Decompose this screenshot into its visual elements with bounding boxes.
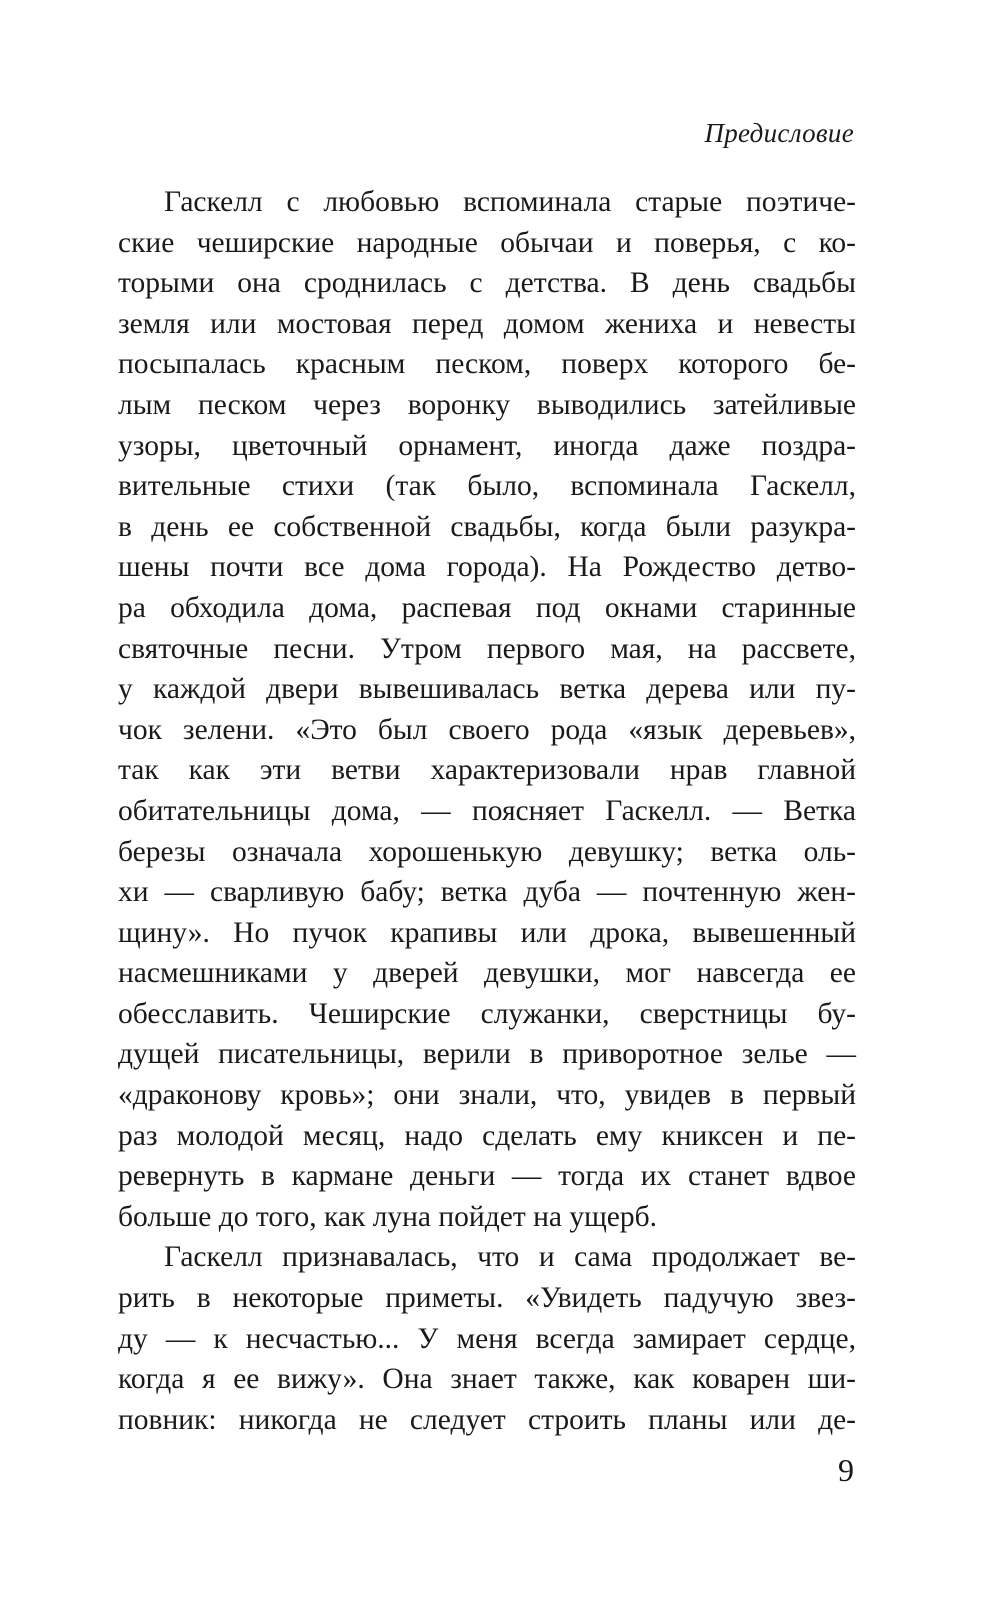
text-line: дущей писательницы, верили в приворотное зелье — bbox=[118, 1038, 856, 1071]
text-line: земля или мостовая перед домом жениха и невесты bbox=[118, 307, 856, 340]
text-line: раз молодой месяц, надо сделать ему книксен и пе- bbox=[118, 1119, 856, 1152]
text-line: так как эти ветви характеризовали нрав главной bbox=[118, 754, 856, 787]
text-line: вительные стихи (так было, вспоминала Гаскелл, bbox=[118, 470, 856, 503]
text-line: больше до того, как луна пойдет на ущерб. bbox=[118, 1200, 658, 1233]
text-line: святочные песни. Утром первого мая, на рассвете, bbox=[118, 632, 856, 665]
text-line: ра обходила дома, распевая под окнами старинные bbox=[118, 591, 856, 624]
text-line: обитательницы дома, — поясняет Гаскелл. — Ветка bbox=[118, 794, 856, 827]
text-line: чок зелени. «Это был своего рода «язык деревьев», bbox=[118, 713, 856, 746]
text-line: ду — к несчастью... У меня всегда замирает сердце, bbox=[118, 1322, 856, 1355]
text-line: Гаскелл с любовью вспоминала старые поэтиче- bbox=[164, 186, 856, 218]
text-line: ревернуть в кармане деньги — тогда их станет вдвое bbox=[118, 1160, 856, 1193]
text-line: торыми она сроднилась с детства. В день свадьбы bbox=[118, 267, 856, 300]
text-line: посыпалась красным песком, поверх которого бе- bbox=[118, 348, 856, 381]
running-head: Предисловие bbox=[704, 118, 854, 148]
text-line: обесславить. Чеширские служанки, сверстницы бу- bbox=[118, 997, 856, 1030]
text-line: хи — сварливую бабу; ветка дуба — почтенную жен- bbox=[118, 876, 856, 909]
text-line: щину». Но пучок крапивы или дрока, вывешенный bbox=[118, 916, 856, 949]
text-line: когда я ее вижу». Она знает также, как коварен ши- bbox=[118, 1363, 856, 1396]
text-line: у каждой двери вывешивалась ветка дерева или пу- bbox=[118, 673, 856, 706]
text-line: ские чеширские народные обычаи и поверья, с ко- bbox=[118, 226, 856, 259]
text-line: шены почти все дома города). На Рождество детво- bbox=[118, 551, 856, 584]
text-line: березы означала хорошенькую девушку; ветка оль- bbox=[118, 835, 856, 868]
text-line: насмешниками у дверей девушки, мог навсегда ее bbox=[118, 957, 856, 990]
text-line: «драконову кровь»; они знали, что, увидев в первый bbox=[118, 1079, 856, 1112]
text-line: в день ее собственной свадьбы, когда были разукра- bbox=[118, 510, 856, 543]
text-line: Гаскелл признавалась, что и сама продолжает ве- bbox=[164, 1241, 856, 1274]
text-line: узоры, цветочный орнамент, иногда даже поздра- bbox=[118, 429, 856, 462]
text-line: рить в некоторые приметы. «Увидеть падучую звез- bbox=[118, 1282, 856, 1315]
page-number: 9 bbox=[838, 1452, 854, 1488]
body-text bbox=[118, 182, 856, 1440]
text-line: повник: никогда не следует строить планы или де- bbox=[118, 1403, 856, 1436]
text-line: лым песком через воронку выводились затейливые bbox=[118, 388, 856, 421]
